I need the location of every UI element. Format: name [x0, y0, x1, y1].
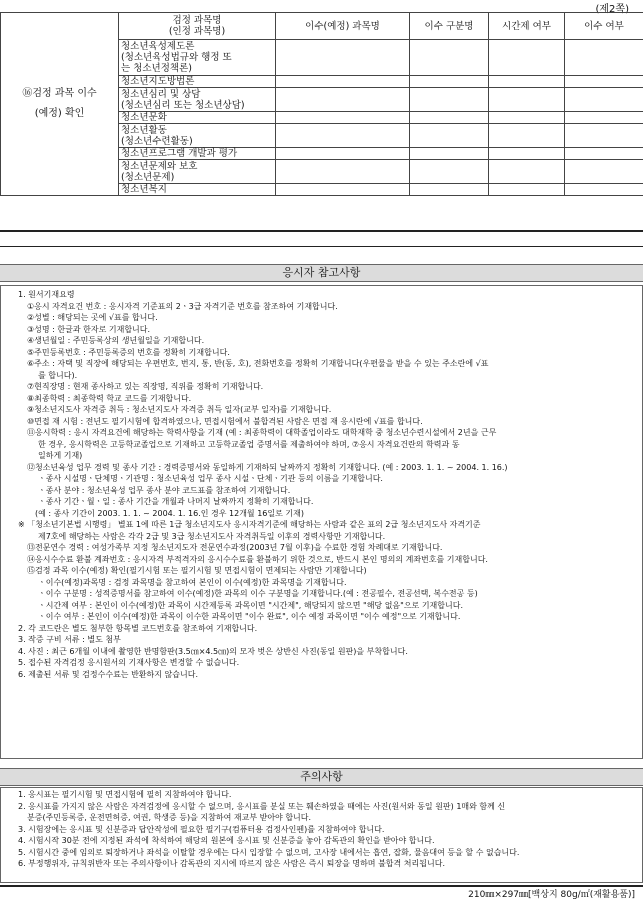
entry-cell[interactable] [489, 148, 565, 160]
reference-line: ㆍ이수(예정)과목명 : 검정 과목명을 참고하여 본인이 이수(예정)한 과목명을 기재합니다. [1, 577, 642, 589]
reference-line: ⑨청소년지도사 자격증 취득 : 청소년지도사 자격증 취득 일자(교부 일자)를 기재합니다. [1, 404, 642, 416]
reference-line: 4. 사진 : 최근 6개월 이내에 촬영한 반명함판(3.5㎝×4.5㎝)의 모자 벗은 상반신 사진(동일 원판)을 부착합니다. [1, 646, 642, 658]
reference-list [1, 289, 642, 680]
subject-cell: 청소년육성제도론 (청소년육성법규와 행정 또 는 청소년정책론) [119, 40, 276, 76]
table-header-row [1, 13, 643, 40]
reference-line: 한 경우, 응시학력은 고등학교졸업으로 기재하고 고등학교졸업 증명서를 제출하여야 하며, ⑦응시 자격요건란의 학력과 동 [1, 439, 642, 451]
caution-line: 3. 시험장에는 응시표 및 신분증과 답안작성에 필요한 필기구(컴퓨터용 검정사인펜)를 지참하여야 합니다. [1, 824, 642, 836]
reference-line: 2. 각 코드란은 별도 첨부한 항목별 코드번호를 참조하여 기재합니다. [1, 623, 642, 635]
reference-line: ㆍ종사 시설명ㆍ단체명ㆍ기관명 : 청소년육성 업무 종사 시설ㆍ단체ㆍ기관 등의 이름을 기재합니다. [1, 473, 642, 485]
entry-cell[interactable] [489, 76, 565, 88]
page-number: (제2쪽) [596, 0, 630, 15]
reference-line: 3. 작증 구비 서류 : 별도 첨부 [1, 634, 642, 646]
subject-cell: 청소년심리 및 상담 (청소년심리 또는 청소년상담) [119, 88, 276, 112]
entry-cell[interactable] [489, 124, 565, 148]
entry-cell[interactable] [410, 124, 489, 148]
caution-line: 4. 시험시작 30분 전에 지정된 좌석에 착석하여 해당의 원본에 응시표 및 신분증을 놓아 감독관의 확인을 받아야 합니다. [1, 835, 642, 847]
subject-cell: 청소년프로그램 개발과 평가 [119, 148, 276, 160]
entry-cell[interactable] [565, 148, 643, 160]
subject-cell: 청소년문제와 보호 (청소년문제) [119, 160, 276, 184]
subject-cell: 청소년지도방법론 [119, 76, 276, 88]
row-label [1, 13, 119, 196]
entry-cell[interactable] [565, 112, 643, 124]
reference-line: ①응시 자격요건 번호 : 응시자격 기준표의 2ㆍ3급 자격기준 번호를 참조하여 기재합니다. [1, 301, 642, 313]
reference-line: ③성명 : 한글과 한자로 기재합니다. [1, 324, 642, 336]
caution-line: 분증(주민등록증, 운전면허증, 여권, 학생증 등)을 지참하여 재교부 받아야 합니다. [1, 812, 642, 824]
reference-line: ④생년월일 : 주민등록상의 생년월일을 기재합니다. [1, 335, 642, 347]
entry-cell[interactable] [410, 148, 489, 160]
reference-section [0, 285, 643, 759]
entry-cell[interactable] [565, 40, 643, 76]
entry-cell[interactable] [565, 124, 643, 148]
reference-line: 제7호에 해당하는 사람은 각각 2급 및 3급 청소년지도사 자격취득일 이후의 경력사항만 기재합니다. [1, 531, 642, 543]
reference-line: ⑮검정 과목 이수(예정) 확인(필기시험 또는 필기시험 및 면접시험이 면제되는 사람만 기재합니다) [1, 565, 642, 577]
entry-cell[interactable] [276, 184, 410, 196]
header-cell: 이수(예정) 과목명 [276, 13, 410, 40]
caution-section [0, 787, 643, 883]
course-confirmation-table [0, 12, 643, 196]
header-cell: 시간제 여부 [489, 13, 565, 40]
reference-line: ⑥주소 : 자택 및 직장에 해당되는 우편번호, 번지, 통, 반(동, 호), 전화번호를 정확히 기재합니다(우편물을 받을 수 있는 주소란에 √표 [1, 358, 642, 370]
reference-line: 일하게 기재) [1, 450, 642, 462]
reference-line: ⑩면접 재 시험 : 전년도 필기시험에 합격하였으나, 면접시험에서 불합격된 사람은 면접 재 응시란에 √표를 합니다. [1, 416, 642, 428]
caution-line: 1. 응시표는 필기시험 및 면접시험에 필히 지참하여야 합니다. [1, 789, 642, 801]
reference-line: ⑦현직장명 : 현재 종사하고 있는 직장명, 직위를 정확히 기재합니다. [1, 381, 642, 393]
paper-spec-footer: 210㎜×297㎜[백상지 80g/㎡(재활용품)] [0, 885, 643, 900]
caution-line: 6. 부정행위자, 규칙위반자 또는 주의사항이나 감독관의 지시에 따르지 않은 사람은 즉시 퇴장을 명하며 불합격 처리됩니다. [1, 858, 642, 870]
row-label-line: (예정) 확인 [3, 104, 116, 124]
reference-line: ※ 「청소년기본법 시행령」 별표 1에 따른 1급 청소년지도사 응시자격기준에 해당하는 사람과 같은 표의 2급 청소년지도사 자격기준 [1, 519, 642, 531]
reference-line: 6. 제출된 서류 및 검정수수료는 반환하지 않습니다. [1, 669, 642, 681]
entry-cell[interactable] [276, 112, 410, 124]
entry-cell[interactable] [410, 112, 489, 124]
reference-line: ㆍ이수 구분명 : 성적증명서를 참고하여 이수(예정)한 과목의 이수 구분명을 기재합니다.(예 : 전공필수, 전공선택, 복수전공 등) [1, 588, 642, 600]
entry-cell[interactable] [410, 76, 489, 88]
reference-title: 응시자 참고사항 [0, 264, 643, 282]
entry-cell[interactable] [565, 76, 643, 88]
entry-cell[interactable] [276, 160, 410, 184]
header-cell: 이수 구분명 [410, 13, 489, 40]
reference-line: (예 : 종사 기간이 2003. 1. 1. ~ 2004. 1. 16.인 경우 12개월 16일로 기재) [1, 508, 642, 520]
entry-cell[interactable] [565, 160, 643, 184]
reference-line: ②성별 : 해당되는 곳에 √표를 합니다. [1, 312, 642, 324]
entry-cell[interactable] [276, 40, 410, 76]
reference-line: 5. 접수된 자격검정 응시원서의 기재사항은 변경할 수 없습니다. [1, 657, 642, 669]
caution-list [1, 789, 642, 870]
entry-cell[interactable] [489, 160, 565, 184]
reference-line: ⑪응시학력 : 응시 자격요건에 해당하는 학력사항을 기재 (예 : 최종학력이 대학졸업이라도 대학재학 중 청소년수련시설에서 2년을 근무 [1, 427, 642, 439]
reference-line: ㆍ시간제 여부 : 본인이 이수(예정)한 과목이 시간제등록 과목이면 "시간제", 해당되지 않으면 "해당 없음"으로 기재합니다. [1, 600, 642, 612]
reference-line: ⑭응시수수료 환불 계좌번호 : 응시자격 부적격자의 응시수수료를 환불하기 위한 것으로, 반드시 본인 명의의 계좌번호를 기재합니다. [1, 554, 642, 566]
entry-cell[interactable] [410, 88, 489, 112]
subject-cell: 청소년문화 [119, 112, 276, 124]
entry-cell[interactable] [276, 88, 410, 112]
caution-line: 5. 시험시간 중에 임의로 퇴장하거나 좌석을 이탈할 경우에는 다시 입장할 수 없으며, 고사장 내에서는 흡연, 잡화, 물음대여 등을 할 수 없습니다. [1, 847, 642, 859]
entry-cell[interactable] [489, 40, 565, 76]
caution-title: 주의사항 [0, 768, 643, 786]
caution-line: 2. 응시표를 가지지 않은 사람은 자격검정에 응시할 수 없으며, 응시표를 분실 또는 훼손하였을 때에는 사진(원서와 동일 원판) 1매와 함께 신 [1, 801, 642, 813]
entry-cell[interactable] [410, 40, 489, 76]
reference-line: ⑧최종학력 : 최종학력 학교 코드를 기재합니다. [1, 393, 642, 405]
entry-cell[interactable] [565, 88, 643, 112]
entry-cell[interactable] [276, 76, 410, 88]
reference-line: 를 합니다). [1, 370, 642, 382]
reference-line: ⑤주민등록번호 : 주민등록증의 번호를 정확히 기재합니다. [1, 347, 642, 359]
subject-cell: 청소년활동 (청소년수련활동) [119, 124, 276, 148]
header-cell: 검정 과목명 (인정 과목명) [119, 13, 276, 40]
entry-cell[interactable] [410, 184, 489, 196]
entry-cell[interactable] [565, 184, 643, 196]
table-bottom-rule [0, 230, 643, 232]
section-divider [0, 246, 643, 247]
entry-cell[interactable] [489, 112, 565, 124]
entry-cell[interactable] [410, 160, 489, 184]
reference-line: ⑬전문연수 경력 : 여성가족부 지정 청소년지도자 전문연수과정(2003년 7월 이후)을 수료한 경험 차례대로 기재합니다. [1, 542, 642, 554]
reference-line: ㆍ이수 여부 : 본인이 이수(예정)한 과목이 이수한 과목이면 "이수 완료", 이수 예정 과목이면 "이수 예정"으로 기재합니다. [1, 611, 642, 623]
entry-cell[interactable] [489, 184, 565, 196]
entry-cell[interactable] [489, 88, 565, 112]
header-cell: 이수 여부 [565, 13, 643, 40]
reference-line: 1. 원서기재요령 [1, 289, 642, 301]
reference-line: ㆍ종사 기간ㆍ월ㆍ일 : 종사 기간을 개월과 나머지 날짜까지 정확히 기재합니다. [1, 496, 642, 508]
row-label-line: ⑯검정 과목 이수 [3, 84, 116, 104]
reference-line: ⑫청소년육성 업무 경력 및 종사 기간 : 경력증명서와 동일하게 기재하되 날짜까지 정확히 기재합니다. (예 : 2003. 1. 1. ~ 2004. 1. 16.) [1, 462, 642, 474]
entry-cell[interactable] [276, 124, 410, 148]
entry-cell[interactable] [276, 148, 410, 160]
reference-line: ㆍ종사 분야 : 청소년육성 업무 종사 분야 코드표를 참조하여 기재합니다. [1, 485, 642, 497]
subject-cell: 청소년복지 [119, 184, 276, 196]
